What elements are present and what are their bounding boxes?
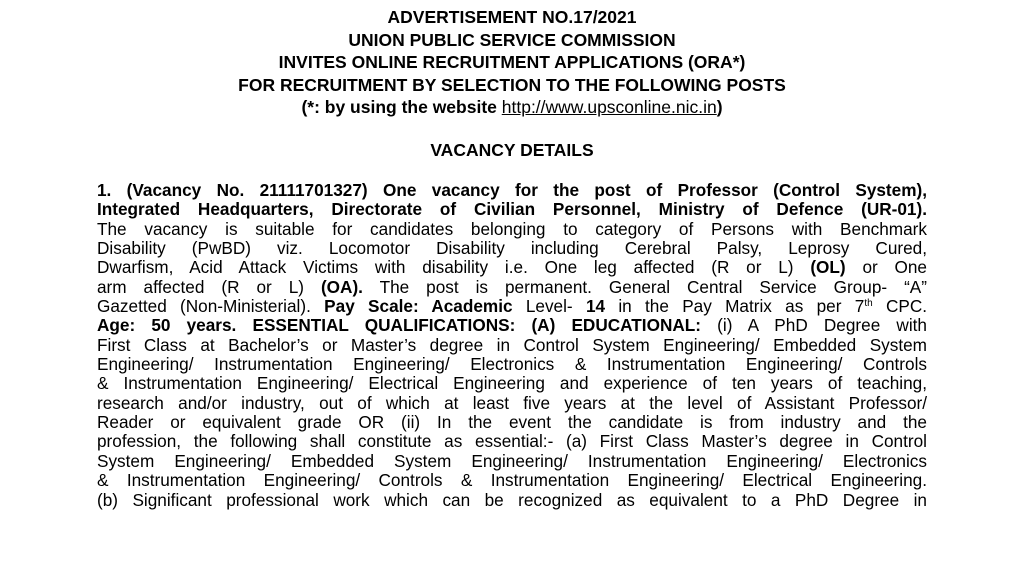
website-line xyxy=(0,96,1024,119)
vacancy-heading-line-2: Integrated Headquarters, Directorate of Civilian Personnel, Ministry of Defence (UR-01). xyxy=(97,199,927,220)
vacancy-details-title: VACANCY DETAILS xyxy=(430,139,594,160)
education-line-2: First Class at Bachelor’s or Master’s degree in Control System Engineering/ Embedded System xyxy=(97,334,927,355)
vacancy-heading-line-1: 1. (Vacancy No. 21111701327) One vacancy for the post of Professor (Control System), xyxy=(97,180,927,200)
recruitment-line: FOR RECRUITMENT BY SELECTION TO THE FOLLOWING POSTS xyxy=(238,74,786,95)
age-qualification-line: Age: 50 years. ESSENTIAL QUALIFICATIONS: (A) EDUCATIONAL: (i) A PhD Degree with xyxy=(97,315,927,336)
education-line-4: & Instrumentation Engineering/ Electrical Engineering and experience of ten years of teaching, xyxy=(97,373,927,394)
education-line-3: Engineering/ Instrumentation Engineering/ Electronics & Instrumentation Engineering/ Controls xyxy=(97,354,927,375)
pwbd-line-4: arm affected (R or L) (OA). The post is permanent. General Central Service Group- “A” xyxy=(97,276,927,297)
education-line-8: System Engineering/ Embedded System Engineering/ Instrumentation Engineering/ Electronics xyxy=(97,450,927,471)
advertisement-number: ADVERTISEMENT NO.17/2021 xyxy=(387,7,637,27)
invitation-line: INVITES ONLINE RECRUITMENT APPLICATIONS (ORA*) xyxy=(278,52,746,73)
education-line-10: (b) Significant professional work which can be recognized as equivalent to a PhD Degree in xyxy=(97,489,927,510)
vacancy-paragraph xyxy=(97,181,927,510)
website-link[interactable]: http://www.upsconline.nic.in xyxy=(501,97,717,118)
education-line-5: research and/or industry, out of which at least five years at the level of Assistant Professor/ xyxy=(97,392,927,413)
advertisement-header xyxy=(0,0,1024,119)
education-line-6: Reader or equivalent grade OR (ii) In the event the candidate is from industry and the xyxy=(97,412,927,433)
education-line-7: profession, the following shall constitute as essential:- (a) First Class Master’s degree in Control xyxy=(97,431,927,452)
pwbd-line-1: The vacancy is suitable for candidates belonging to category of Persons with Benchmark xyxy=(97,218,927,239)
education-line-9: & Instrumentation Engineering/ Controls & Instrumentation Engineering/ Electrical Engineering. xyxy=(97,470,927,491)
pwbd-line-3: Dwarfism, Acid Attack Victims with disability i.e. One leg affected (R or L) (OL) or One xyxy=(97,257,927,278)
pwbd-line-2: Disability (PwBD) viz. Locomotor Disability including Cerebral Palsy, Leprosy Cured, xyxy=(97,238,927,259)
website-suffix: ) xyxy=(716,97,723,118)
pay-scale-line: Gazetted (Non-Ministerial). Pay Scale: Academic Level- 14 in the Pay Matrix as per 7th CPC. xyxy=(97,296,928,317)
website-prefix: (*: by using the website xyxy=(301,97,502,118)
commission-name: UNION PUBLIC SERVICE COMMISSION xyxy=(348,29,676,50)
